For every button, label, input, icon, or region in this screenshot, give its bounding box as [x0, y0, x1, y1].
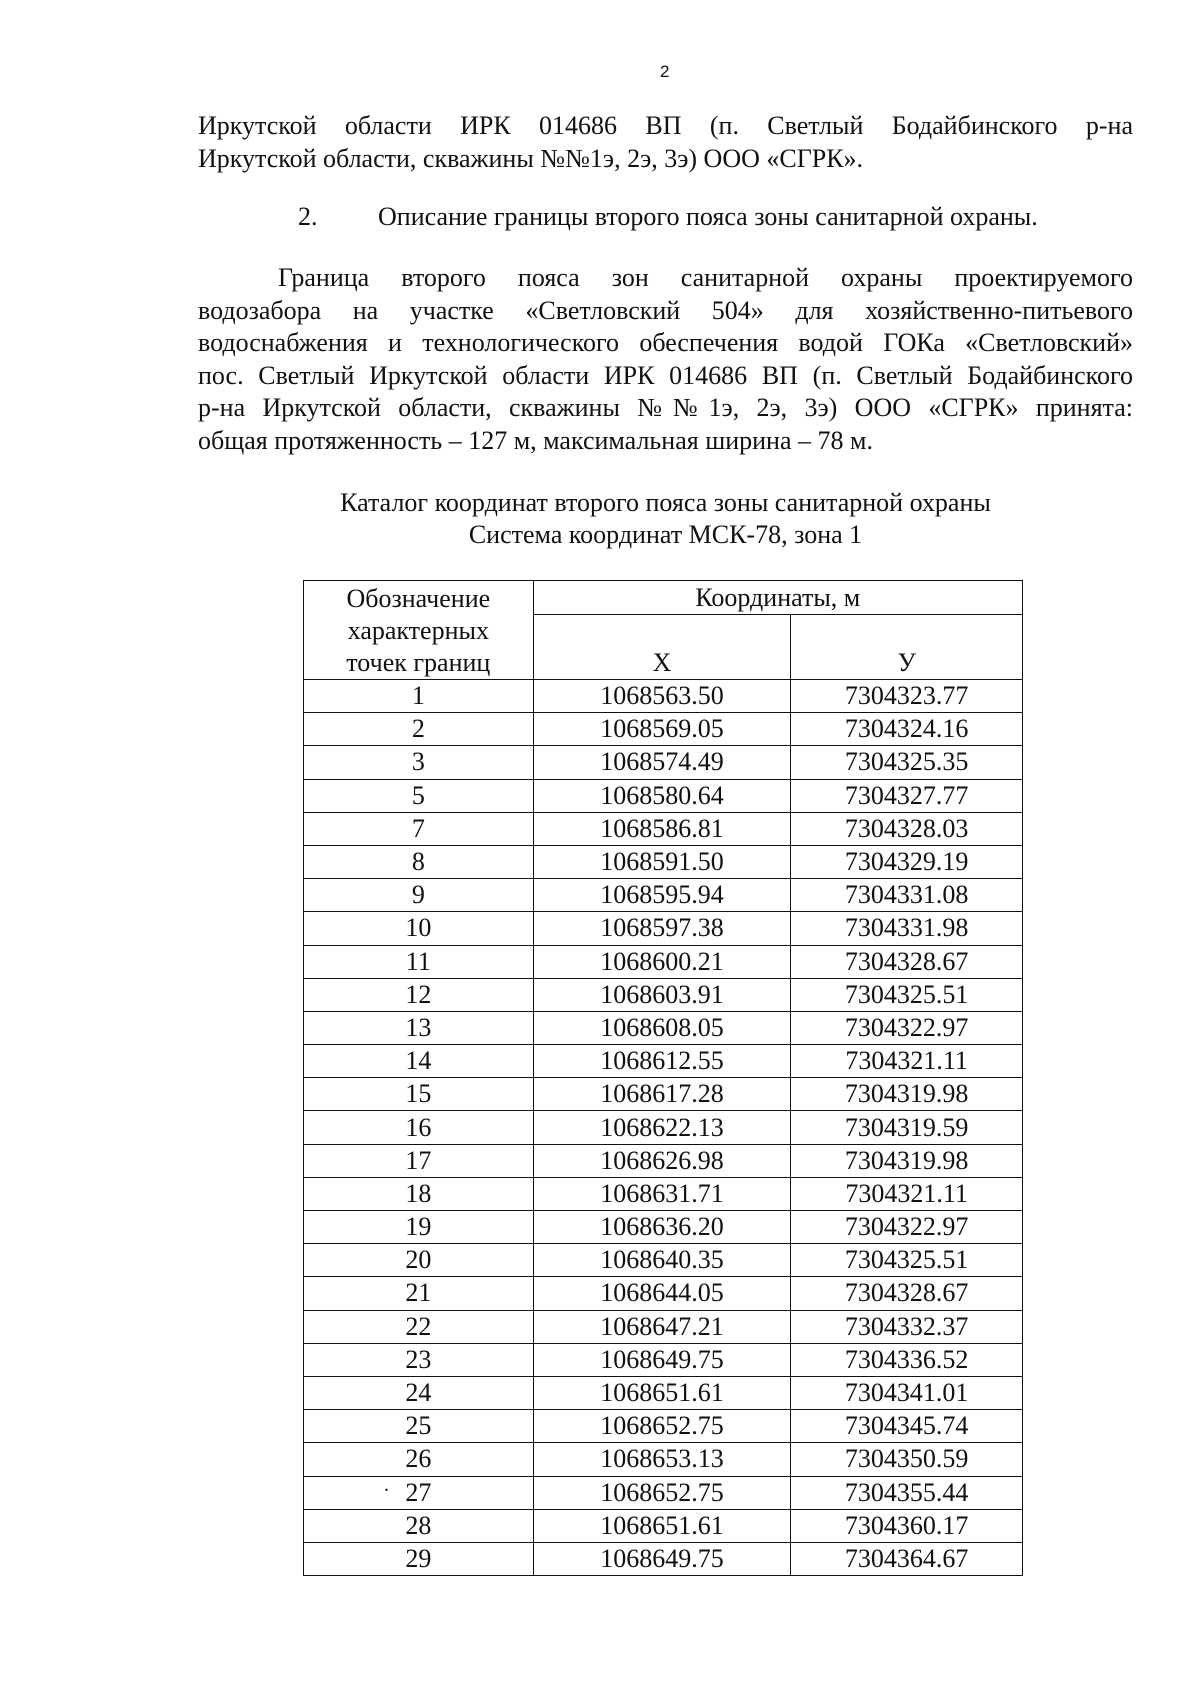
cell-point: 25 — [304, 1410, 534, 1443]
table-row — [304, 912, 1023, 945]
cell-y: 7304341.01 — [791, 1376, 1023, 1409]
cell-point: 22 — [304, 1310, 534, 1343]
cell-point: 1 — [304, 680, 534, 713]
cell-x: 1068597.38 — [533, 912, 791, 945]
cell-x: 1068644.05 — [533, 1277, 791, 1310]
cell-y: 7304325.35 — [791, 746, 1023, 779]
cell-x: 1068653.13 — [533, 1443, 791, 1476]
cell-y: 7304332.37 — [791, 1310, 1023, 1343]
header-points-line: Обозначение — [346, 584, 491, 613]
cell-point: 21 — [304, 1277, 534, 1310]
header-x: Х — [533, 615, 791, 680]
table-row — [304, 1443, 1023, 1476]
cell-x: 1068595.94 — [533, 879, 791, 912]
cell-y: 7304321.11 — [791, 1045, 1023, 1078]
cell-y: 7304350.59 — [791, 1443, 1023, 1476]
cell-point: 20 — [304, 1244, 534, 1277]
intro-line: Иркутской области, скважины №№1э, 2э, 3э) ООО «СГРК». — [198, 143, 864, 173]
cell-point: 11 — [304, 945, 534, 978]
table-row — [304, 1509, 1023, 1542]
table-row — [304, 845, 1023, 878]
cell-point: 26 — [304, 1443, 534, 1476]
cell-y: 7304328.67 — [791, 1277, 1023, 1310]
cell-point: 28 — [304, 1509, 534, 1542]
cell-point: 12 — [304, 978, 534, 1011]
cell-point: 13 — [304, 1011, 534, 1044]
cell-y: 7304345.74 — [791, 1410, 1023, 1443]
cell-x: 1068631.71 — [533, 1177, 791, 1210]
table-row — [304, 1111, 1023, 1144]
intro-line: Иркутской области ИРК 014686 ВП (п. Светлый Бодайбинского р-на — [198, 111, 1133, 140]
cell-x: 1068652.75 — [533, 1410, 791, 1443]
description-paragraph — [198, 262, 1133, 457]
cell-point: 3 — [304, 746, 534, 779]
cell-y: 7304319.98 — [791, 1144, 1023, 1177]
cell-y: 7304336.52 — [791, 1343, 1023, 1376]
description-line: р-на Иркутской области, скважины №№1э, 2э, 3э) ООО «СГРК» принята: — [198, 393, 1133, 422]
cell-y: 7304325.51 — [791, 978, 1023, 1011]
table-row — [304, 1310, 1023, 1343]
section-number: 2. — [298, 202, 318, 231]
cell-x: 1068626.98 — [533, 1144, 791, 1177]
cell-x: 1068617.28 — [533, 1078, 791, 1111]
cell-x: 1068652.75 — [533, 1476, 791, 1509]
table-header-row — [304, 581, 1023, 615]
cell-x: 1068649.75 — [533, 1343, 791, 1376]
cell-point: 8 — [304, 845, 534, 878]
cell-y: 7304322.97 — [791, 1211, 1023, 1244]
cell-x: 1068563.50 — [533, 680, 791, 713]
table-row — [304, 1376, 1023, 1409]
cell-point: 7 — [304, 812, 534, 845]
cell-point: 2 — [304, 713, 534, 746]
section-title: Описание границы второго пояса зоны санитарной охраны. — [378, 202, 1038, 231]
table-row — [304, 978, 1023, 1011]
cell-y: 7304323.77 — [791, 680, 1023, 713]
cell-y: 7304324.16 — [791, 713, 1023, 746]
table-row — [304, 779, 1023, 812]
cell-x: 1068586.81 — [533, 812, 791, 845]
cell-x: 1068600.21 — [533, 945, 791, 978]
cell-x: 1068591.50 — [533, 845, 791, 878]
description-line: водоснабжения и технологического обеспечения водой ГОКа «Светловский» — [198, 328, 1133, 357]
table-row — [304, 945, 1023, 978]
header-points — [304, 581, 534, 680]
header-coordinates: Координаты, м — [533, 581, 1022, 615]
cell-y: 7304355.44 — [791, 1476, 1023, 1509]
cell-point: 18 — [304, 1177, 534, 1210]
table-row — [304, 812, 1023, 845]
cell-y: 7304319.59 — [791, 1111, 1023, 1144]
header-points-line: точек границ — [346, 648, 491, 677]
section-heading — [298, 202, 1038, 232]
cell-point: 17 — [304, 1144, 534, 1177]
cell-point: 14 — [304, 1045, 534, 1078]
table-row — [304, 1343, 1023, 1376]
table-row — [304, 879, 1023, 912]
cell-y: 7304328.03 — [791, 812, 1023, 845]
cell-point: 10 — [304, 912, 534, 945]
cell-x: 1068647.21 — [533, 1310, 791, 1343]
cell-x: 1068649.75 — [533, 1542, 791, 1575]
table-row — [304, 1244, 1023, 1277]
cell-point: 9 — [304, 879, 534, 912]
table-row — [304, 746, 1023, 779]
cell-x: 1068640.35 — [533, 1244, 791, 1277]
cell-y: 7304331.08 — [791, 879, 1023, 912]
header-points-line: характерных — [347, 616, 489, 645]
cell-x: 1068569.05 — [533, 713, 791, 746]
cell-y: 7304321.11 — [791, 1177, 1023, 1210]
table-row — [304, 1011, 1023, 1044]
caption-title: Каталог координат второго пояса зоны санитарной охраны — [340, 488, 991, 517]
cell-y: 7304322.97 — [791, 1011, 1023, 1044]
table-row — [304, 680, 1023, 713]
table-caption — [198, 487, 1133, 551]
cell-x: 1068612.55 — [533, 1045, 791, 1078]
table-row — [304, 1144, 1023, 1177]
description-line: Граница второго пояса зон санитарной охраны проектируемого — [278, 263, 1133, 292]
cell-y: 7304329.19 — [791, 845, 1023, 878]
cell-y: 7304360.17 — [791, 1509, 1023, 1542]
stray-mark: . — [384, 1474, 389, 1496]
cell-x: 1068636.20 — [533, 1211, 791, 1244]
cell-x: 1068580.64 — [533, 779, 791, 812]
coordinates-table — [303, 580, 1023, 1576]
description-line: пос. Светлый Иркутской области ИРК 014686 ВП (п. Светлый Бодайбинского — [198, 360, 1133, 390]
cell-point: 27 — [304, 1476, 534, 1509]
cell-point: 16 — [304, 1111, 534, 1144]
cell-x: 1068574.49 — [533, 746, 791, 779]
description-line: водозабора на участке «Светловский 504» для хозяйственно-питьевого — [198, 295, 1133, 325]
cell-x: 1068651.61 — [533, 1509, 791, 1542]
cell-x: 1068603.91 — [533, 978, 791, 1011]
cell-y: 7304327.77 — [791, 779, 1023, 812]
cell-point: 19 — [304, 1211, 534, 1244]
table-row — [304, 1045, 1023, 1078]
table-row — [304, 1211, 1023, 1244]
description-line: общая протяженность – 127 м, максимальная ширина – 78 м. — [198, 425, 873, 455]
table-row — [304, 1410, 1023, 1443]
caption-coordinate-system: Система координат МСК-78, зона 1 — [468, 520, 863, 549]
table-row — [304, 1078, 1023, 1111]
cell-y: 7304325.51 — [791, 1244, 1023, 1277]
cell-y: 7304364.67 — [791, 1542, 1023, 1575]
table-row — [304, 1277, 1023, 1310]
cell-y: 7304319.98 — [791, 1078, 1023, 1111]
cell-x: 1068608.05 — [533, 1011, 791, 1044]
cell-y: 7304331.98 — [791, 912, 1023, 945]
table-row — [304, 713, 1023, 746]
page-number-text: 2 — [660, 62, 670, 81]
cell-x: 1068622.13 — [533, 1111, 791, 1144]
table-row — [304, 1177, 1023, 1210]
table-row — [304, 1476, 1023, 1509]
cell-point: 24 — [304, 1376, 534, 1409]
cell-point: 15 — [304, 1078, 534, 1111]
table-row — [304, 1542, 1023, 1575]
cell-point: 29 — [304, 1542, 534, 1575]
header-y: У — [791, 615, 1023, 680]
table-body — [304, 680, 1023, 1576]
cell-y: 7304328.67 — [791, 945, 1023, 978]
intro-paragraph — [198, 110, 1133, 175]
cell-point: 5 — [304, 779, 534, 812]
cell-x: 1068651.61 — [533, 1376, 791, 1409]
cell-point: 23 — [304, 1343, 534, 1376]
